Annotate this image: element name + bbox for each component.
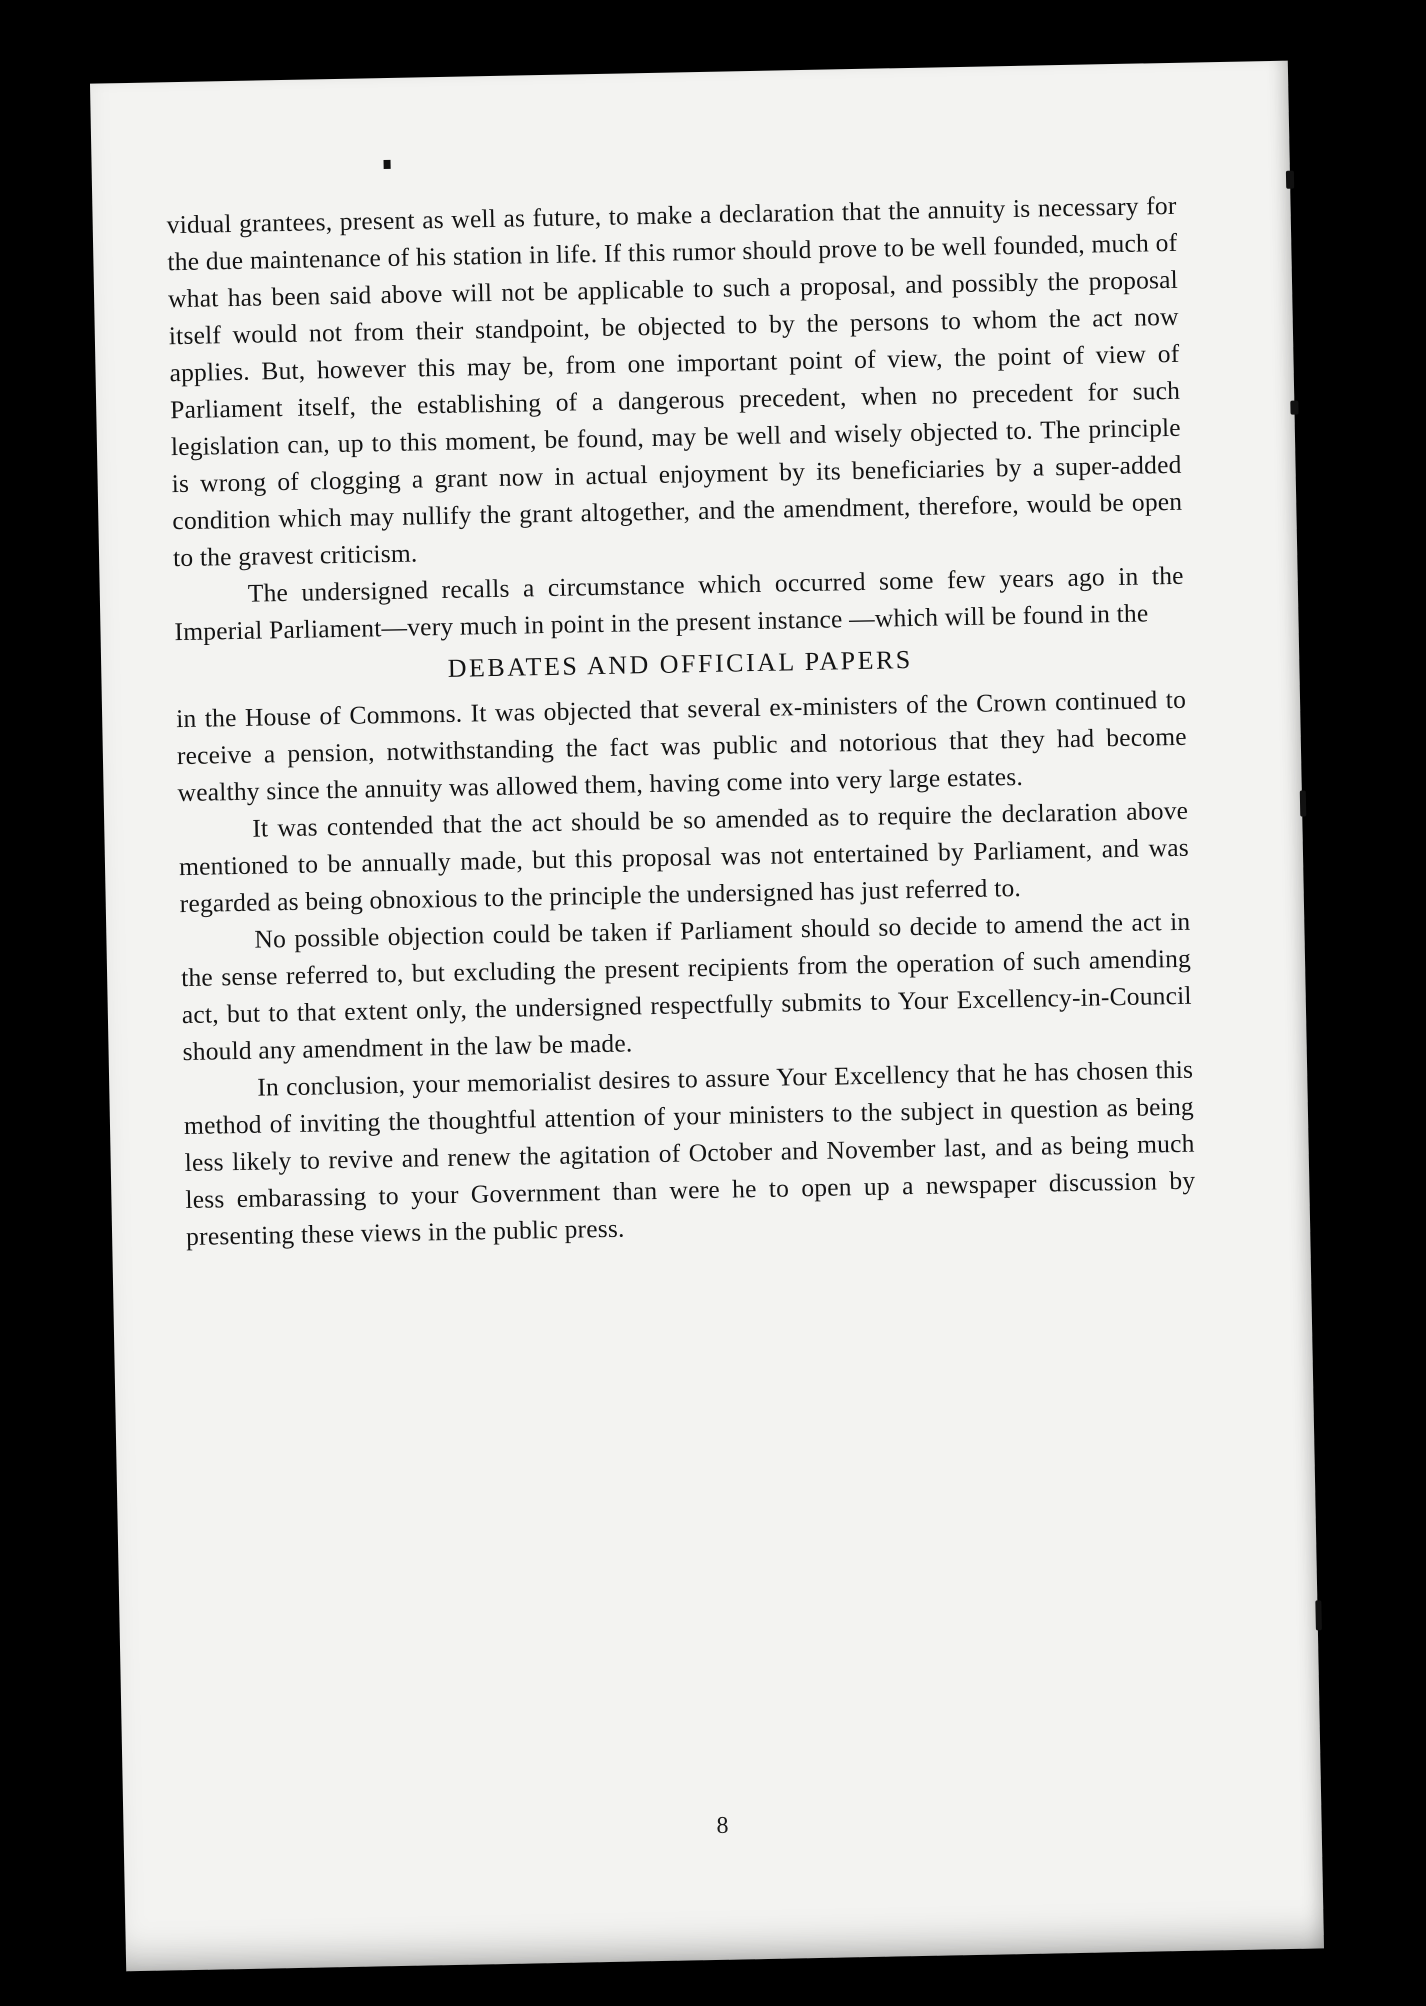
section-heading: DEBATES AND OFFICIAL PAPERS <box>447 644 914 683</box>
paragraph-6: In conclusion, your memorialist desires to assure Your Excellency that he has chosen this method of inviting the thoughtful attention of your ministers to the subject in question as being less likely to revive and renew the agitation of October and November last, and as being much less embarassing to your Government than were he to open up a newspaper discussion by presenting these views in the public press. <box>183 1054 1196 1252</box>
right-edge-mark <box>1300 790 1306 816</box>
page-number: 8 <box>716 1812 729 1839</box>
paragraph-4: It was contended that the act should be so amended as to require the declaration above mentioned to be annually made, but this proposal was not entertained by Parliament, and was regarded as being obnoxious to the principle the undersigned has just referred to. <box>178 795 1190 919</box>
page-body <box>166 187 1196 1255</box>
page-ink-mark <box>384 160 391 169</box>
document-page <box>90 61 1324 1972</box>
right-edge-mark <box>1290 401 1298 415</box>
right-edge-mark <box>1315 1600 1322 1630</box>
right-edge-mark <box>1286 171 1294 189</box>
paragraph-1: vidual grantees, present as well as future, to make a declaration that the annuity is necessary for the due maintenance of his station in life. If this rumor should prove to be well founded, much of what has been said above will not be applicable to such a proposal, and possibly the proposal itself would not from their standpoint, be objected to by the persons to whom the act now applies. But, however this may be, from one important point of view, the point of view of Parliament itself, the establishing of a dangerous precedent, when no precedent for such legislation can, up to this moment, be found, may be well and wisely objected to. The principle is wrong of clogging a grant now in actual enjoyment by its beneficiaries by a super-added condition which may nullify the grant altogether, and the amendment, therefore, would be open to the gravest criticism. <box>166 190 1183 573</box>
paragraph-2: The undersigned recalls a circumstance which occurred some few years ago in the Imperial Parliament—very much in point in the present instance —which will be found in the <box>174 560 1184 647</box>
paragraph-3: in the House of Commons. It was objected that several ex-ministers of the Crown continued to receive a pension, notwithstanding the fact was public and notorious that they had become wealthy since the annuity was allowed them, having come into very large estates. <box>175 684 1187 808</box>
paragraph-5: No possible objection could be taken if Parliament should so decide to amend the act in the sense referred to, but excluding the present recipients from the operation of such amending act, but to that extent only, the undersigned respectfully submits to Your Excellency-in-Council should any amendment in the law be made. <box>180 906 1192 1067</box>
